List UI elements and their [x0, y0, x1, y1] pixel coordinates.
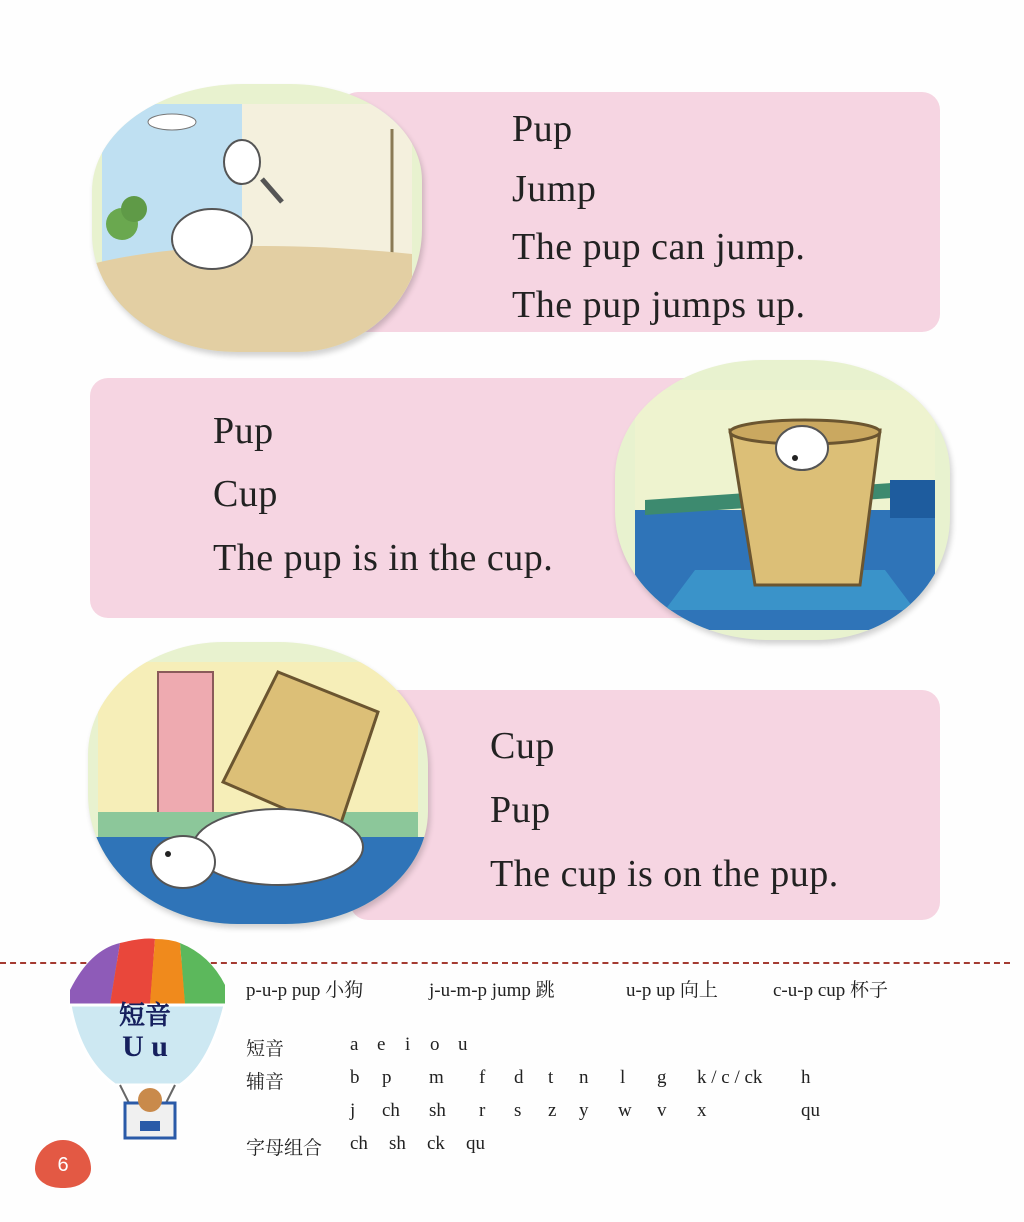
consonant: x — [697, 1100, 707, 1121]
illustration-cup-on-pup — [88, 642, 428, 924]
short-vowels-label: 短音 — [246, 1039, 285, 1060]
consonant: qu — [801, 1100, 820, 1121]
consonant: k / c / ck — [697, 1067, 763, 1088]
vowel-a: a — [350, 1034, 359, 1055]
vowel-e: e — [377, 1034, 386, 1055]
vocab-item-pup: p-u-p pup 小狗 — [246, 980, 364, 1001]
consonant: l — [620, 1067, 626, 1088]
letter-combos-label: 字母组合 — [246, 1138, 323, 1159]
vowel-o: o — [430, 1034, 440, 1055]
panel-3-line-2: Pup — [490, 789, 551, 831]
vocab-item-jump: j-u-m-p jump 跳 — [429, 980, 555, 1001]
consonant: w — [618, 1100, 632, 1121]
vowel-u: u — [458, 1034, 468, 1055]
consonant: v — [657, 1100, 667, 1121]
panel-1-line-3: The pup can jump. — [512, 226, 806, 268]
consonant: f — [479, 1067, 486, 1088]
panel-2-line-2: Cup — [213, 473, 278, 515]
combo: ch — [350, 1133, 368, 1154]
consonant: j — [350, 1100, 356, 1121]
consonant: n — [579, 1067, 589, 1088]
consonant: ch — [382, 1100, 400, 1121]
panel-3-line-3: The cup is on the pup. — [490, 853, 839, 895]
vowel-i: i — [405, 1034, 411, 1055]
short-vowel-balloon-badge — [60, 935, 240, 1150]
combo: ck — [427, 1133, 445, 1154]
consonant: y — [579, 1100, 589, 1121]
panel-1-line-4: The pup jumps up. — [512, 284, 806, 326]
consonant: g — [657, 1067, 667, 1088]
panel-2-line-1: Pup — [213, 410, 274, 452]
consonant: m — [429, 1067, 444, 1088]
vocab-item-up: u-p up 向上 — [626, 980, 718, 1001]
consonant: t — [548, 1067, 554, 1088]
panel-2-line-3: The pup is in the cup. — [213, 537, 554, 579]
page-number: 6 — [35, 1140, 91, 1188]
vocab-item-cup: c-u-p cup 杯子 — [773, 980, 889, 1001]
combo: qu — [466, 1133, 485, 1154]
consonant: r — [479, 1100, 486, 1121]
consonant: z — [548, 1100, 557, 1121]
illustration-pup-jump — [92, 84, 422, 352]
consonant: h — [801, 1067, 811, 1088]
badge-letter-label: U u — [122, 1030, 168, 1063]
panel-1-line-2: Jump — [512, 168, 597, 210]
panel-3-line-1: Cup — [490, 725, 555, 767]
consonants-label: 辅音 — [246, 1072, 285, 1093]
consonant: b — [350, 1067, 360, 1088]
consonant: p — [382, 1067, 392, 1088]
illustration-pup-in-cup — [615, 360, 950, 640]
consonant: d — [514, 1067, 524, 1088]
combo: sh — [389, 1133, 406, 1154]
consonant: s — [514, 1100, 522, 1121]
consonant: sh — [429, 1100, 446, 1121]
badge-short-sound-label: 短音 — [118, 1001, 171, 1031]
panel-1-line-1: Pup — [512, 108, 573, 150]
